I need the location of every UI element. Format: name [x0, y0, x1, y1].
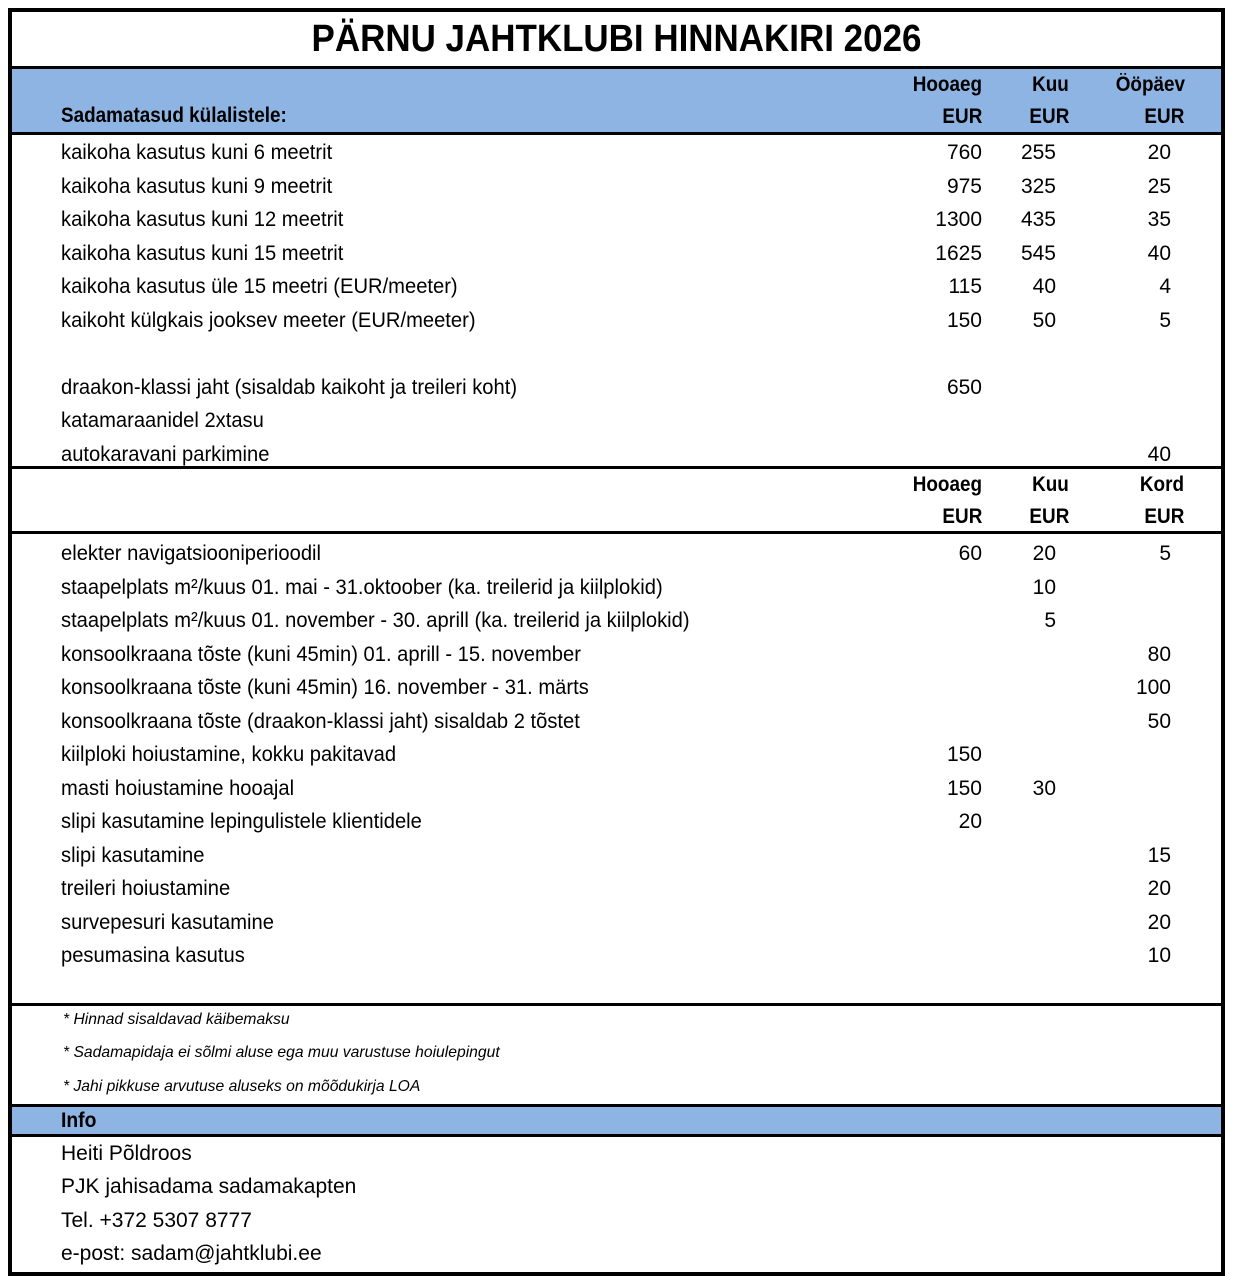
price-kuu: 5	[1044, 609, 1056, 632]
price-hooaeg: 150	[946, 776, 982, 800]
col-unit-kuu: EUR	[1029, 505, 1069, 528]
price-list-sheet	[8, 8, 1225, 1276]
price-kord: 100	[1135, 676, 1171, 699]
row-label: katamaraanidel 2xtasu	[61, 409, 264, 432]
row-label: konsoolkraana tõste (draakon-klassi jaht) sisaldab 2 tõstet	[61, 709, 580, 733]
title-row	[12, 12, 1221, 69]
col-header-hooaeg: Hooaeg	[912, 73, 982, 96]
table-row	[12, 738, 1221, 772]
col-unit-kuu: EUR	[1029, 105, 1069, 128]
row-label: elekter navigatsiooniperioodil	[61, 542, 322, 565]
col-unit-hooaeg: EUR	[942, 105, 982, 128]
table-row-spacer	[12, 337, 1221, 371]
row-label: pesumasina kasutus	[61, 944, 245, 967]
table-row	[12, 237, 1221, 271]
table-row	[12, 671, 1221, 705]
note-storage-contract: * Sadamapidaja ei sõlmi aluse ega muu varustuse hoiulepingut	[63, 1044, 500, 1061]
price-hooaeg: 1625	[935, 241, 982, 265]
price-oopaev: 20	[1147, 141, 1171, 164]
table-row	[12, 270, 1221, 304]
note-length-basis: * Jahi pikkuse arvutuse aluseks on mõõdukirja LOA	[63, 1078, 421, 1095]
price-kord: 20	[1147, 910, 1171, 934]
note-vat: * Hinnad sisaldavad käibemaksu	[63, 1011, 290, 1028]
price-hooaeg: 150	[946, 743, 982, 766]
section2-rows	[12, 537, 1221, 973]
price-hooaeg: 150	[946, 308, 982, 332]
contact-role: PJK jahisadama sadamakapten	[61, 1175, 357, 1198]
table-row	[12, 872, 1221, 906]
price-kord: 50	[1147, 709, 1171, 733]
price-hooaeg: 60	[958, 542, 982, 565]
table-row	[12, 304, 1221, 338]
row-label: slipi kasutamine lepingulistele klientidele	[61, 810, 422, 833]
price-kuu: 40	[1032, 275, 1056, 298]
col-unit-kord: EUR	[1144, 505, 1184, 528]
col-unit-hooaeg: EUR	[942, 505, 982, 528]
section1-rows	[12, 136, 1221, 471]
price-hooaeg: 20	[958, 810, 982, 833]
price-oopaev: 35	[1147, 208, 1171, 231]
row-label: kaikoha kasutus üle 15 meetri (EUR/meeter)	[61, 275, 458, 298]
row-label: treileri hoiustamine	[61, 877, 231, 900]
price-kuu: 255	[1020, 141, 1056, 164]
row-label: kaikoha kasutus kuni 6 meetrit	[61, 141, 333, 164]
contact-phone: Tel. +372 5307 8777	[61, 1209, 252, 1232]
table-row	[12, 537, 1221, 571]
col-header-kuu: Kuu	[1032, 473, 1069, 496]
row-label: kaikoha kasutus kuni 12 meetrit	[61, 208, 344, 231]
col-header-hooaeg: Hooaeg	[912, 473, 982, 496]
price-hooaeg: 975	[946, 174, 982, 198]
notes-section	[12, 1003, 1221, 1104]
col-unit-oopaev: EUR	[1144, 105, 1184, 128]
price-oopaev: 5	[1159, 308, 1171, 332]
table-row	[12, 136, 1221, 170]
contact-email[interactable]: e-post: sadam@jahtklubi.ee	[61, 1242, 322, 1265]
price-kuu: 10	[1032, 575, 1056, 599]
table-row	[12, 805, 1221, 839]
col-header-kuu: Kuu	[1032, 73, 1069, 96]
row-label: kaikoha kasutus kuni 15 meetrit	[61, 241, 344, 265]
price-kuu: 50	[1032, 308, 1056, 332]
price-kuu: 325	[1020, 174, 1056, 198]
row-label: staapelplats m²/kuus 01. mai - 31.oktoober (ka. treilerid ja kiilplokid)	[61, 575, 663, 599]
row-label: konsoolkraana tõste (kuni 45min) 01. aprill - 15. november	[61, 642, 581, 666]
table-row	[12, 939, 1221, 973]
price-kord: 15	[1147, 843, 1171, 867]
page-title: PÄRNU JAHTKLUBI HINNAKIRI 2026	[311, 17, 922, 60]
table-row	[12, 170, 1221, 204]
table-row	[12, 705, 1221, 739]
row-label: slipi kasutamine	[61, 843, 205, 867]
table-row	[12, 571, 1221, 605]
table-row	[12, 906, 1221, 940]
price-hooaeg: 1300	[935, 208, 982, 231]
price-oopaev: 4	[1159, 275, 1171, 298]
row-label: kaikoha kasutus kuni 9 meetrit	[61, 174, 333, 198]
info-header	[12, 1104, 1221, 1137]
section2-header	[12, 466, 1221, 534]
table-row	[12, 638, 1221, 672]
price-hooaeg: 760	[946, 141, 982, 164]
section1-header	[12, 69, 1221, 135]
price-kuu: 20	[1032, 542, 1056, 565]
price-kuu: 30	[1032, 776, 1056, 800]
section1-label: Sadamatasud külalistele:	[61, 104, 287, 127]
row-label: masti hoiustamine hooajal	[61, 776, 295, 800]
price-kord: 5	[1159, 542, 1171, 565]
col-header-oopaev: Ööpäev	[1115, 73, 1185, 96]
price-hooaeg: 115	[948, 275, 982, 298]
price-kuu: 545	[1020, 241, 1056, 265]
price-kord: 80	[1147, 642, 1171, 666]
row-label: kiilploki hoiustamine, kokku pakitavad	[61, 743, 397, 766]
table-row	[12, 772, 1221, 806]
row-label: staapelplats m²/kuus 01. november - 30. aprill (ka. treilerid ja kiilplokid)	[61, 609, 690, 632]
price-oopaev: 40	[1147, 241, 1171, 265]
row-label: kaikoht külgkais jooksev meeter (EUR/meeter)	[61, 308, 476, 332]
table-row	[12, 604, 1221, 638]
table-row	[12, 404, 1221, 438]
price-oopaev: 40	[1147, 442, 1171, 466]
contact-name: Heiti Põldroos	[61, 1142, 192, 1165]
price-oopaev: 25	[1147, 174, 1171, 198]
price-hooaeg: 650	[946, 375, 982, 399]
info-title: Info	[61, 1109, 97, 1132]
table-row	[12, 839, 1221, 873]
price-kord: 10	[1147, 944, 1171, 967]
row-label: autokaravani parkimine	[61, 442, 270, 466]
price-kuu: 435	[1020, 208, 1056, 231]
row-label: konsoolkraana tõste (kuni 45min) 16. november - 31. märts	[61, 676, 589, 699]
table-row	[12, 371, 1221, 405]
row-label: survepesuri kasutamine	[61, 910, 274, 934]
price-kord: 20	[1147, 877, 1171, 900]
table-row	[12, 203, 1221, 237]
row-label: draakon-klassi jaht (sisaldab kaikoht ja treileri koht)	[61, 375, 518, 399]
col-header-kord: Kord	[1139, 473, 1184, 496]
